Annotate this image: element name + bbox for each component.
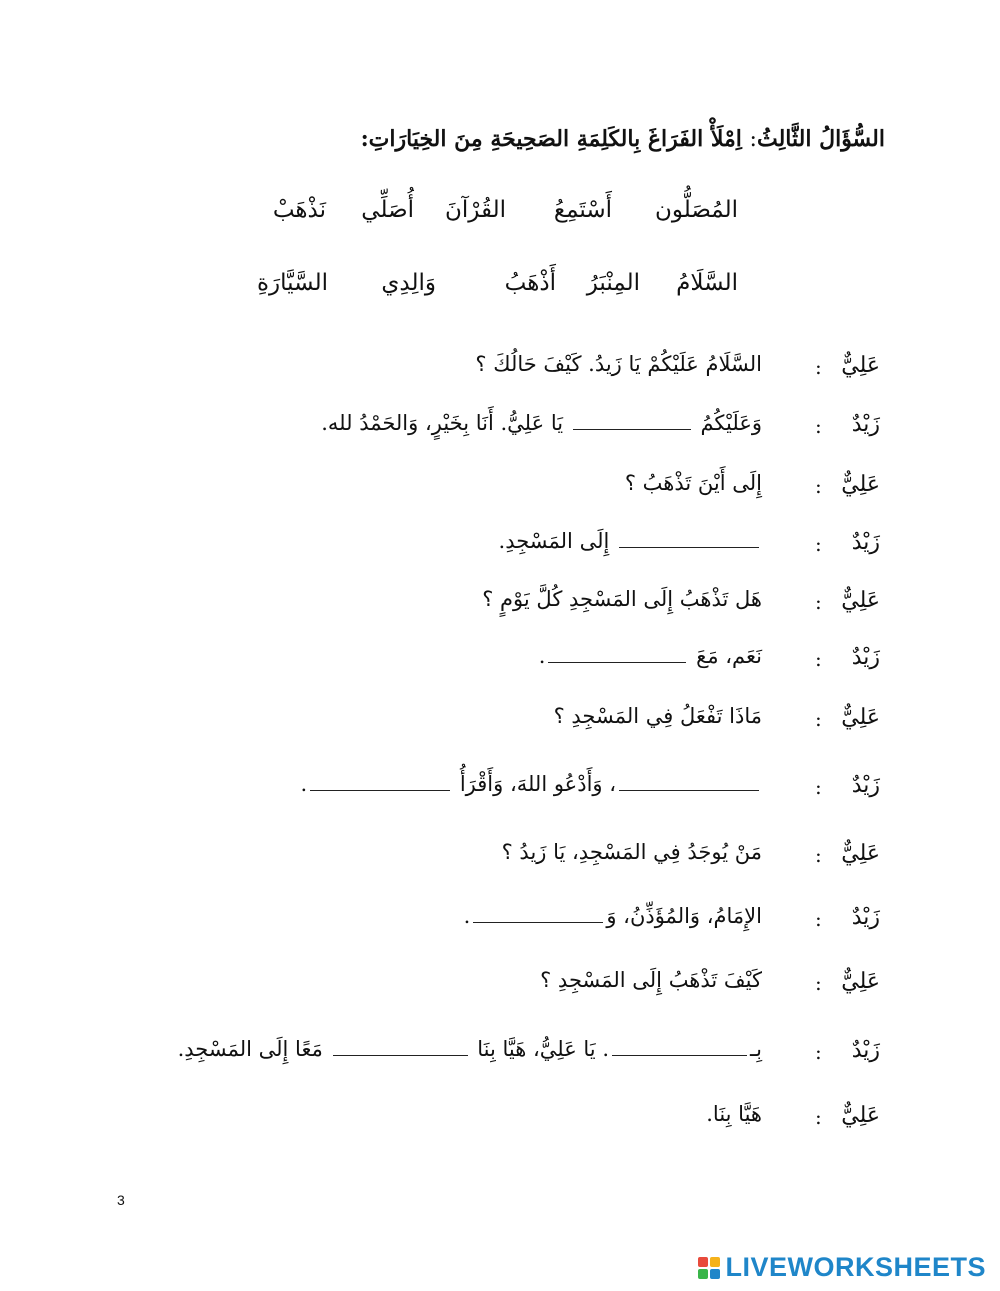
dialogue-line: [499, 529, 762, 553]
speaker-colon: :: [815, 775, 822, 799]
speaker-ali: عَلِيٌّ: [841, 588, 880, 613]
speaker-zaid: زَيْدٌ: [851, 1038, 880, 1063]
line-text: .: [463, 904, 471, 928]
speaker-colon: :: [815, 971, 822, 995]
line-text: .: [300, 772, 308, 796]
speaker-colon: :: [815, 532, 822, 556]
dialogue-line: [625, 471, 762, 495]
dialogue-line: [554, 704, 762, 728]
speaker-ali: عَلِيٌّ: [841, 841, 880, 866]
speaker-colon: :: [815, 647, 822, 671]
dialogue-line: [475, 352, 762, 376]
answer-blank[interactable]: [333, 1054, 468, 1056]
word-bank-item: أَسْتَمِعُ: [553, 197, 612, 223]
speaker-colon: :: [815, 707, 822, 731]
speaker-ali: عَلِيٌّ: [841, 969, 880, 994]
dialogue-line: [539, 644, 762, 668]
dialogue-line: [482, 587, 762, 611]
question-label: السُّؤَالُ الثَّالِثُ: [756, 126, 885, 152]
question-title: [361, 126, 885, 152]
dialogue-line: [300, 772, 762, 796]
line-text: مَاذَا تَفْعَلُ فِي المَسْجِدِ ؟: [553, 704, 762, 728]
title-separator: :: [749, 127, 757, 152]
dialogue-line: [502, 840, 762, 864]
answer-blank[interactable]: [619, 789, 759, 791]
word-bank-item: السَّلَامُ: [676, 270, 738, 296]
line-text: نَعَم، مَعَ: [696, 644, 762, 668]
speaker-colon: :: [815, 414, 822, 438]
liveworksheets-brand: LIVEWORKSHEETS: [725, 1252, 986, 1282]
dialogue-line: [321, 411, 762, 435]
liveworksheets-logo: [698, 1252, 986, 1283]
line-text: مَنْ يُوجَدُ فِي المَسْجِدِ، يَا زَيدُ ؟: [501, 840, 762, 864]
line-text: مَعًا إِلَى المَسْجِدِ.: [177, 1037, 323, 1061]
speaker-ali: عَلِيٌّ: [841, 1103, 880, 1128]
line-text: وَعَلَيْكُمُ: [700, 411, 762, 435]
answer-blank[interactable]: [612, 1054, 747, 1056]
speaker-colon: :: [815, 590, 822, 614]
line-text: الإِمَامُ، وَالمُؤَذِّنُ، وَ: [606, 904, 762, 928]
word-bank-item: القُرْآنَ: [444, 197, 506, 223]
speaker-zaid: زَيْدٌ: [851, 645, 880, 670]
line-text: إِلَى أَيْنَ تَذْهَبُ ؟: [624, 471, 762, 495]
speaker-colon: :: [815, 474, 822, 498]
word-bank-item: وَالِدِي: [381, 270, 436, 296]
speaker-colon: :: [815, 907, 822, 931]
line-text: .: [538, 644, 546, 668]
line-text: يَا عَلِيُّ. أَنَا بِخَيْرٍ، وَالحَمْدُ لله.: [321, 411, 564, 435]
speaker-zaid: زَيْدٌ: [851, 773, 880, 798]
speaker-colon: :: [815, 355, 822, 379]
dialogue-line: [178, 1037, 762, 1061]
line-text: ، وَأَدْعُو اللهَ، وَأَقْرَأُ: [459, 772, 616, 796]
line-text: هَل تَذْهَبُ إِلَى المَسْجِدِ كُلَّ يَوْمٍ ؟: [482, 587, 762, 611]
answer-blank[interactable]: [573, 428, 691, 430]
speaker-colon: :: [815, 1105, 822, 1129]
speaker-zaid: زَيْدٌ: [851, 412, 880, 437]
liveworksheets-logo-icon: [698, 1257, 720, 1279]
answer-blank[interactable]: [310, 789, 450, 791]
speaker-ali: عَلِيٌّ: [841, 353, 880, 378]
speaker-colon: :: [815, 1040, 822, 1064]
speaker-zaid: زَيْدٌ: [851, 530, 880, 555]
line-text: بِـ: [750, 1037, 762, 1061]
page-number: 3: [117, 1192, 125, 1208]
question-instruction: اِمْلَأْ الفَرَاغَ بِالكَلِمَةِ الصَحِيحَةِ مِنَ الخِيَارَاتِ:: [360, 126, 742, 152]
line-text: السَّلَامُ عَلَيْكُمْ يَا زَيدُ. كَيْفَ حَالُكَ ؟: [475, 352, 762, 376]
speaker-zaid: زَيْدٌ: [851, 905, 880, 930]
word-bank-item: السَّيَّارَةِ: [256, 270, 328, 296]
word-bank-item: نَذْهَبْ: [272, 197, 326, 223]
speaker-colon: :: [815, 843, 822, 867]
answer-blank[interactable]: [473, 921, 603, 923]
word-bank-item: المِنْبَرُ: [586, 270, 640, 296]
word-bank-item: المُصَلُّون: [654, 197, 738, 223]
speaker-ali: عَلِيٌّ: [841, 705, 880, 730]
answer-blank[interactable]: [548, 661, 686, 663]
word-bank-item: أُصَلِّي: [361, 197, 414, 223]
dialogue-line: [706, 1102, 762, 1126]
dialogue-line: [464, 904, 762, 928]
word-bank-item: أَذْهَبُ: [504, 270, 556, 296]
line-text: هَيَّا بِنَا.: [706, 1102, 762, 1126]
line-text: . يَا عَلِيُّ، هَيَّا بِنَا: [477, 1037, 609, 1061]
answer-blank[interactable]: [619, 546, 759, 548]
line-text: إِلَى المَسْجِدِ.: [498, 529, 610, 553]
dialogue-line: [540, 968, 762, 992]
speaker-ali: عَلِيٌّ: [841, 472, 880, 497]
line-text: كَيْفَ تَذْهَبُ إِلَى المَسْجِدِ ؟: [540, 968, 762, 992]
